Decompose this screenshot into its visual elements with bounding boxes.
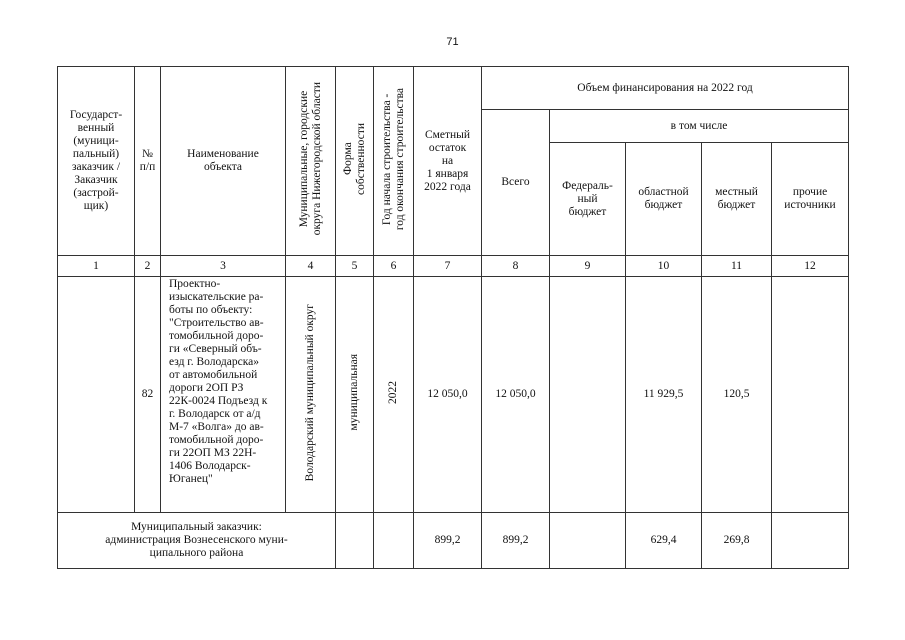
financing-table [57, 66, 849, 569]
header-regional: областной бюджет [626, 143, 702, 256]
row-object-name: Проектно- изыскательские ра- боты по объекту: "Строительство ав- томобильной доро- ги «Северный объ- езд г. Володарска» от автомобильной дороги 2ОП РЗ 22К-0024 Подъезд к г. Володарск от а/д М-7 «Волга» до ав- томобильной доро- ги 22ОП МЗ 22Н- 1406 Володарск- Юганец" [161, 277, 286, 513]
column-number: 12 [772, 256, 849, 277]
column-number: 11 [702, 256, 772, 277]
summary-empty [336, 513, 374, 569]
header-ownership-cell [336, 67, 374, 256]
column-number: 2 [135, 256, 161, 277]
header-ownership: Форма собственности [341, 123, 367, 195]
header-other: прочие источники [772, 143, 849, 256]
header-customer: Государст- венный (муници- пальный) заказчик / Заказчик (застрой- щик) [58, 67, 135, 256]
column-number: 7 [414, 256, 482, 277]
row-years-cell [374, 277, 414, 513]
summary-regional: 629,4 [626, 513, 702, 569]
header-local: местный бюджет [702, 143, 772, 256]
summary-other [772, 513, 849, 569]
column-number: 9 [550, 256, 626, 277]
summary-total: 899,2 [482, 513, 550, 569]
column-number: 3 [161, 256, 286, 277]
row-local: 120,5 [702, 277, 772, 513]
summary-row [58, 513, 849, 569]
row-regional: 11 929,5 [626, 277, 702, 513]
header-municipality: Муниципальные, городские округа Нижегородской области [297, 82, 323, 236]
header-federal: Федераль- ный бюджет [550, 143, 626, 256]
column-number: 8 [482, 256, 550, 277]
row-municipality: Володарский муниципальный округ [304, 303, 316, 482]
row-other [772, 277, 849, 513]
row-number: 82 [135, 277, 161, 513]
header-funding: Объем финансирования на 2022 год [482, 67, 849, 110]
header-row-1 [58, 67, 849, 110]
table-row [58, 277, 849, 513]
row-total: 12 050,0 [482, 277, 550, 513]
header-including: в том числе [550, 110, 849, 143]
column-number: 4 [286, 256, 336, 277]
summary-empty [374, 513, 414, 569]
page-number: 71 [446, 36, 459, 48]
header-years: Год начала строительства - год окончания строительства [380, 87, 406, 231]
row-ownership-cell [336, 277, 374, 513]
summary-label: Муниципальный заказчик: администрация Вознесенского муни- ципального района [58, 513, 336, 569]
column-number-row [58, 256, 849, 277]
header-object-name: Наименование объекта [161, 67, 286, 256]
summary-local: 269,8 [702, 513, 772, 569]
header-municipality-cell [286, 67, 336, 256]
row-ownership: муниципальная [348, 354, 360, 431]
summary-federal [550, 513, 626, 569]
header-estimate: Сметный остаток на 1 января 2022 года [414, 67, 482, 256]
column-number: 6 [374, 256, 414, 277]
column-number: 5 [336, 256, 374, 277]
row-federal [550, 277, 626, 513]
header-number: № п/п [135, 67, 161, 256]
row-years: 2022 [387, 381, 399, 404]
column-number: 1 [58, 256, 135, 277]
column-number: 10 [626, 256, 702, 277]
row-customer [58, 277, 135, 513]
header-total: Всего [482, 110, 550, 256]
row-estimate: 12 050,0 [414, 277, 482, 513]
header-years-cell [374, 67, 414, 256]
row-municipality-cell [286, 277, 336, 513]
summary-estimate: 899,2 [414, 513, 482, 569]
